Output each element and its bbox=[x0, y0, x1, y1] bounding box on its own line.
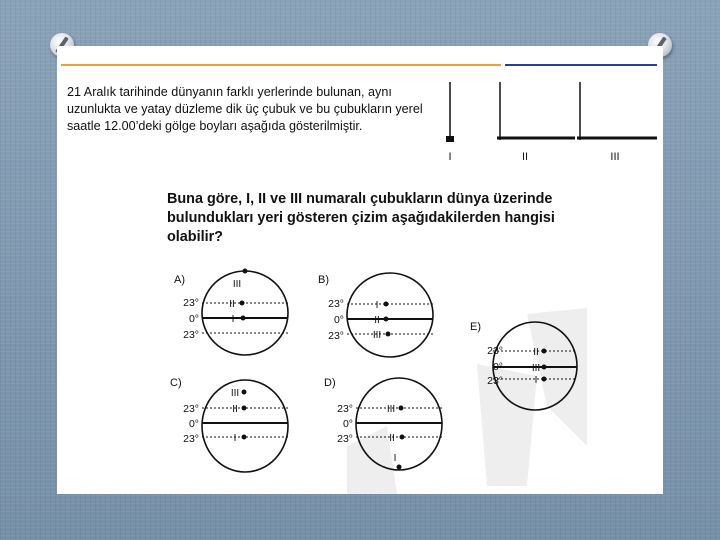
option-a-mark-2: II bbox=[229, 299, 235, 310]
stick-II-label: II bbox=[521, 151, 529, 163]
option-b-mark-3: III bbox=[372, 330, 382, 341]
slide bbox=[57, 46, 663, 494]
latitude-south: 23° bbox=[337, 433, 353, 445]
latitude-south: 23° bbox=[183, 329, 199, 341]
option-c-mark-2: II bbox=[232, 404, 238, 415]
option-d-mark-3: I bbox=[393, 453, 397, 464]
option-b[interactable] bbox=[318, 273, 433, 357]
latitude-equator: 0° bbox=[333, 314, 344, 326]
latitude-equator: 0° bbox=[188, 313, 199, 325]
option-b-letter: B) bbox=[318, 274, 329, 286]
latitude-south: 23° bbox=[487, 375, 503, 387]
stick-III-label: III bbox=[610, 151, 620, 163]
option-d-mark-2: II bbox=[389, 433, 395, 444]
latitude-north: 23° bbox=[183, 403, 199, 415]
stick-I-label: I bbox=[448, 151, 452, 163]
option-c[interactable] bbox=[170, 377, 288, 472]
stick-III bbox=[577, 82, 657, 163]
option-c-letter: C) bbox=[170, 377, 182, 389]
latitude-north: 23° bbox=[328, 298, 344, 310]
question-prompt: Buna göre, I, II ve III numaralı çubukların dünya üzerinde bulundukları yeri gösteren çizim aşağıdakilerden hangisi olabilir? bbox=[167, 191, 555, 245]
option-c-mark-1: III bbox=[230, 388, 240, 399]
stick-I bbox=[446, 82, 454, 163]
latitude-equator: 0° bbox=[492, 361, 503, 373]
question-intro: 21 Aralık tarihinde dünyanın farklı yerlerinde bulunan, aynı uzunlukta ve yatay düzleme dik üç çubuk ve bu çubukların yerel saatle 12.00’deki gölge boyları aşağıda gösterilmiştir. bbox=[67, 85, 423, 133]
option-e-letter: E) bbox=[470, 321, 481, 333]
option-e-mark-2: III bbox=[531, 363, 541, 374]
stick-I-shadow bbox=[446, 136, 454, 142]
option-d-mark-1: III bbox=[386, 404, 396, 415]
option-a-letter: A) bbox=[174, 274, 185, 286]
option-a-mark-3: I bbox=[231, 314, 235, 325]
stick-II bbox=[497, 82, 575, 163]
figures bbox=[57, 46, 663, 494]
latitude-south: 23° bbox=[328, 330, 344, 342]
option-e-mark-1: II bbox=[533, 347, 539, 358]
option-c-mark-3: I bbox=[233, 433, 237, 444]
option-d-letter: D) bbox=[324, 377, 336, 389]
option-a[interactable] bbox=[174, 269, 288, 356]
option-b-mark-2: II bbox=[374, 315, 380, 326]
latitude-north: 23° bbox=[487, 345, 503, 357]
option-b-mark-1: I bbox=[375, 300, 379, 311]
latitude-north: 23° bbox=[183, 297, 199, 309]
option-e-mark-3: I bbox=[534, 375, 538, 386]
latitude-south: 23° bbox=[183, 433, 199, 445]
latitude-north: 23° bbox=[337, 403, 353, 415]
option-a-mark-1: III bbox=[232, 279, 242, 290]
latitude-equator: 0° bbox=[342, 418, 353, 430]
latitude-equator: 0° bbox=[188, 418, 199, 430]
